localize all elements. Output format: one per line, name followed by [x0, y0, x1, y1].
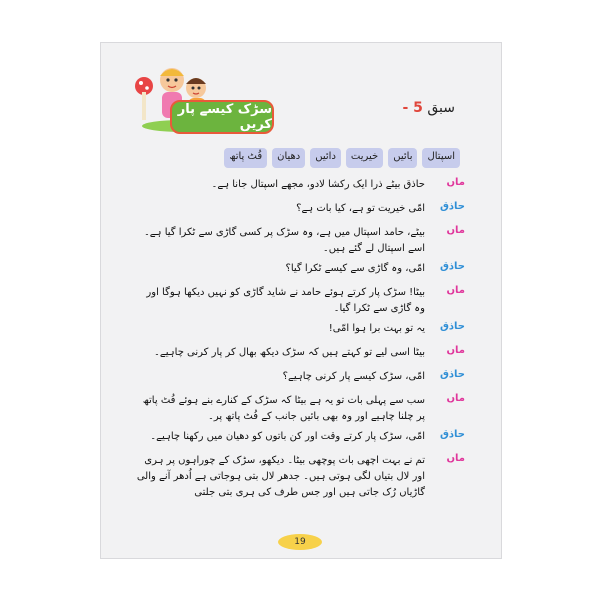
vocab-word: دھیان: [272, 148, 305, 168]
speaker-label: حاذق: [439, 201, 465, 212]
dialogue-line: [135, 427, 465, 449]
dialogue-text: بیٹا اسی لیے تو کہتے ہیں کہ سڑک دیکھ بھال کر پار کرنی چاہیے۔: [154, 347, 425, 358]
dialogue-line: [135, 451, 465, 501]
dialogue-line: [135, 259, 465, 281]
lesson-number: [370, 100, 455, 116]
dialogue-line: [135, 367, 465, 389]
vocab-word: فُٹ پاتھ: [224, 148, 267, 168]
dialogue-line: [135, 199, 465, 221]
dialogue: [135, 175, 465, 503]
vocab-word: خیریت: [346, 148, 383, 168]
speaker-label: حاذق: [439, 429, 465, 440]
speaker-label: حاذق: [439, 261, 465, 272]
dialogue-line: [135, 223, 465, 257]
dialogue-line: [135, 319, 465, 341]
dialogue-line: [135, 391, 465, 425]
lesson-title-banner: [170, 100, 274, 134]
dialogue-text: بیٹے، حامد اسپتال میں ہے، وہ سڑک پر کسی گاڑی سے ٹکرا گیا ہے۔ اسے اسپتال لے گئے ہیں۔: [143, 227, 425, 254]
vocabulary-row: [195, 148, 460, 168]
speaker-label: حاذق: [439, 369, 465, 380]
speaker-label: ماں: [446, 453, 465, 464]
speaker-label: ماں: [446, 345, 465, 356]
lesson-title: سڑک کیسے پار کریں: [177, 102, 272, 132]
dialogue-line: [135, 343, 465, 365]
speaker-label: حاذق: [439, 321, 465, 332]
page-number: 19: [278, 534, 322, 550]
dialogue-text: امّی، وہ گاڑی سے کیسے ٹکرا گیا؟: [285, 263, 425, 274]
lesson-label: سبق: [427, 100, 455, 116]
dialogue-text: تم نے بہت اچھی بات پوچھی بیٹا۔ دیکھو، سڑک کے چوراہوں پر ہری اور لال بتیاں لگی ہوتی ہیں۔ جدھر لال بتی ہوجاتی ہے اُدھر آنے والی گاڑیاں رُک جاتی ہیں اور جس طرف کی ہری بتی جلتی: [136, 455, 425, 498]
dialogue-line: [135, 283, 465, 317]
speaker-label: ماں: [446, 285, 465, 296]
dialogue-text: حاذق بیٹے ذرا ایک رکشا لادو، مجھے اسپتال جانا ہے۔: [211, 179, 425, 190]
dialogue-text: امّی، سڑک کیسے پار کرنی چاہیے؟: [282, 371, 425, 382]
vocab-word: بائیں: [388, 148, 417, 168]
dialogue-text: سب سے پہلی بات تو یہ ہے بیٹا کہ سڑک کے کنارے بنے ہوئے فُٹ پاتھ پر چلنا چاہیے اور وہ بھی بائیں جانب کے فُٹ پاتھ پر۔: [142, 395, 425, 422]
dialogue-text: بیٹا! سڑک پار کرتے ہوئے حامد نے شاید گاڑی کو نہیں دیکھا ہوگا اور وہ گاڑی سے ٹکرا گیا۔: [146, 287, 425, 314]
vocab-word: دائیں: [310, 148, 341, 168]
dialogue-line: [135, 175, 465, 197]
speaker-label: ماں: [446, 177, 465, 188]
vocab-word: اسپتال: [422, 148, 460, 168]
dialogue-text: امّی خیریت تو ہے، کیا بات ہے؟: [296, 203, 425, 214]
speaker-label: ماں: [446, 393, 465, 404]
speaker-label: ماں: [446, 225, 465, 236]
dialogue-text: یہ تو بہت برا ہوا امّی!: [328, 323, 425, 334]
dialogue-text: امّی، سڑک پار کرتے وقت اور کن باتوں کو دھیان میں رکھنا چاہیے۔: [150, 431, 425, 442]
lesson-number-value: 5 -: [402, 100, 423, 116]
